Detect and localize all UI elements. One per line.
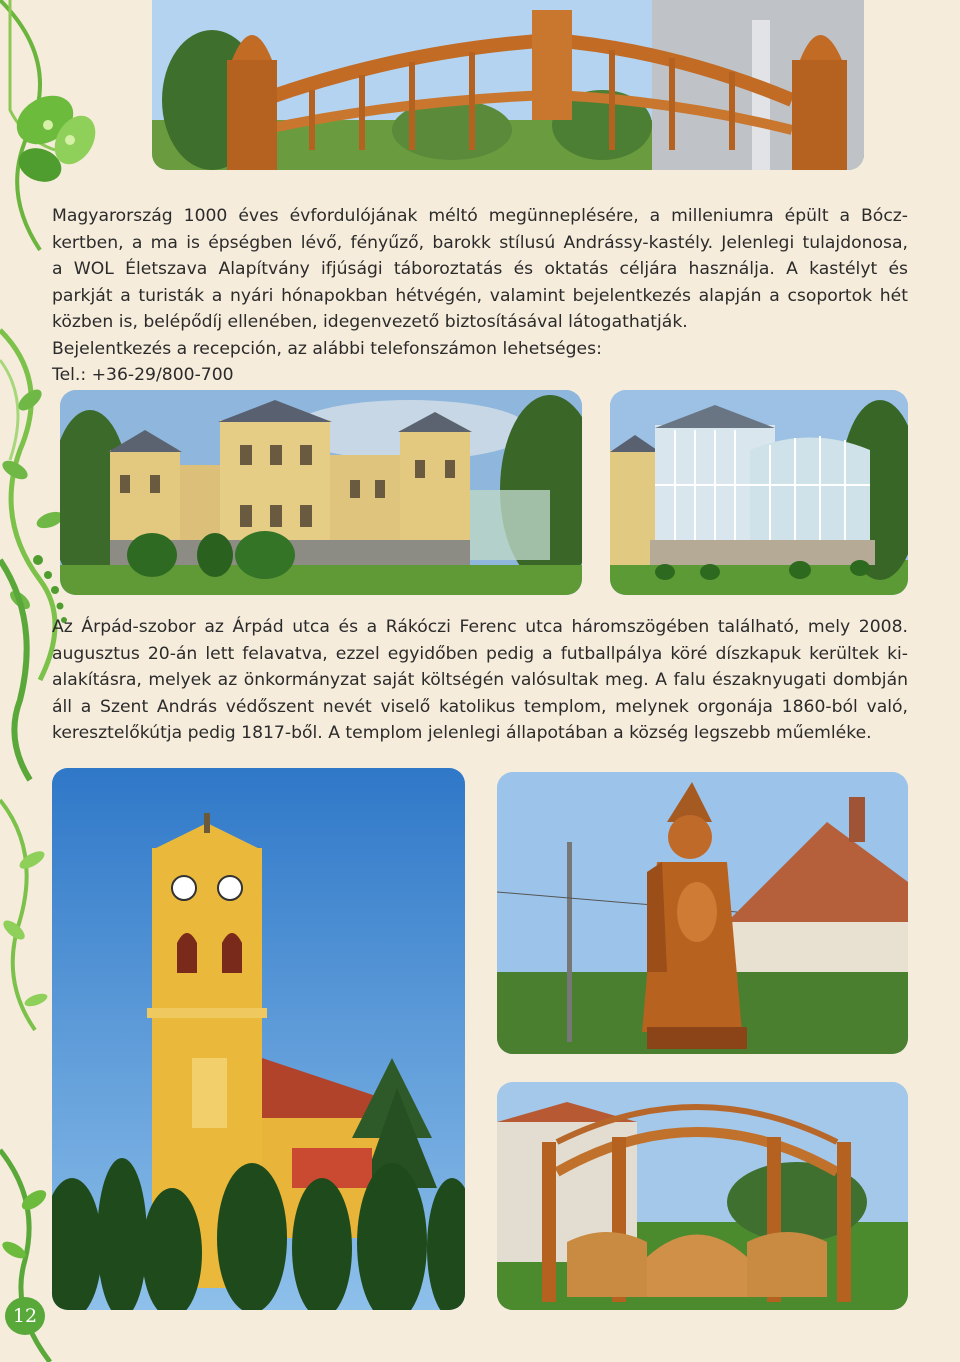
wooden-gate-photo <box>152 0 864 170</box>
church-photo-frame <box>52 768 465 1310</box>
text-line: alakításra, melyek az önkormányzat saját költségén valósultak meg. A falu északnyugati dombján <box>52 670 908 690</box>
church-tower-photo <box>52 768 465 1310</box>
text-line: parkját a turisták a nyári hónapokban hétvégén, valamint bejelentkezés alapján a csoportok hét <box>52 285 908 306</box>
page-number: 12 <box>5 1297 45 1335</box>
text-line: keresztelőkútja pedig 1817-ből. A templom jelenlegi állapotában a község legszebb műemléke. <box>52 723 872 743</box>
conservatory-photo-frame <box>610 390 908 595</box>
text-line: augusztus 20-án lett felavatva, ezzel egyidőben pedig a futballpálya köré díszkapuk kerültek ki- <box>52 643 908 664</box>
castle-description-paragraph <box>52 203 908 389</box>
phone-number: Tel.: +36-29/800-700 <box>52 365 234 385</box>
text-line: Bejelentkezés a recepción, az alábbi telefonszámon lehetséges: <box>52 338 602 359</box>
text-line: Magyarország 1000 éves évfordulójának méltó megünneplésére, a milleniumra épült a Bócz- <box>52 206 908 226</box>
statue-photo-frame <box>497 772 908 1054</box>
statue-church-paragraph <box>52 614 908 747</box>
castle-photo-frame <box>60 390 582 595</box>
text-line: közben is, belépődíj ellenében, idegenvezető biztosításával látogathatják. <box>52 312 688 332</box>
carved-gate-photo <box>497 1082 908 1310</box>
carved-gate-photo-frame <box>497 1082 908 1310</box>
text-line: Az Árpád-szobor az Árpád utca és a Rákóczi Ferenc utca háromszögében található, mely 2008. <box>52 617 908 637</box>
text-line: áll a Szent András védőszent nevét viselő katolikus templom, melynek orgonája 1860-ból való, <box>52 696 908 717</box>
castle-photo <box>60 390 582 595</box>
text-line: kertben, a ma is épségben lévő, fényűző, barokk stílusú Andrássy-kastély. Jelenlegi tulajdonosa, <box>52 232 908 253</box>
butterfly-icon <box>8 86 104 188</box>
top-gate-photo <box>152 0 864 170</box>
wooden-statue-photo <box>497 772 908 1054</box>
text-line: a WOL Életszava Alapítvány ifjúsági táboroztatás és oktatás céljára használja. A kastélyt és <box>52 259 908 279</box>
glass-conservatory-photo <box>610 390 908 595</box>
